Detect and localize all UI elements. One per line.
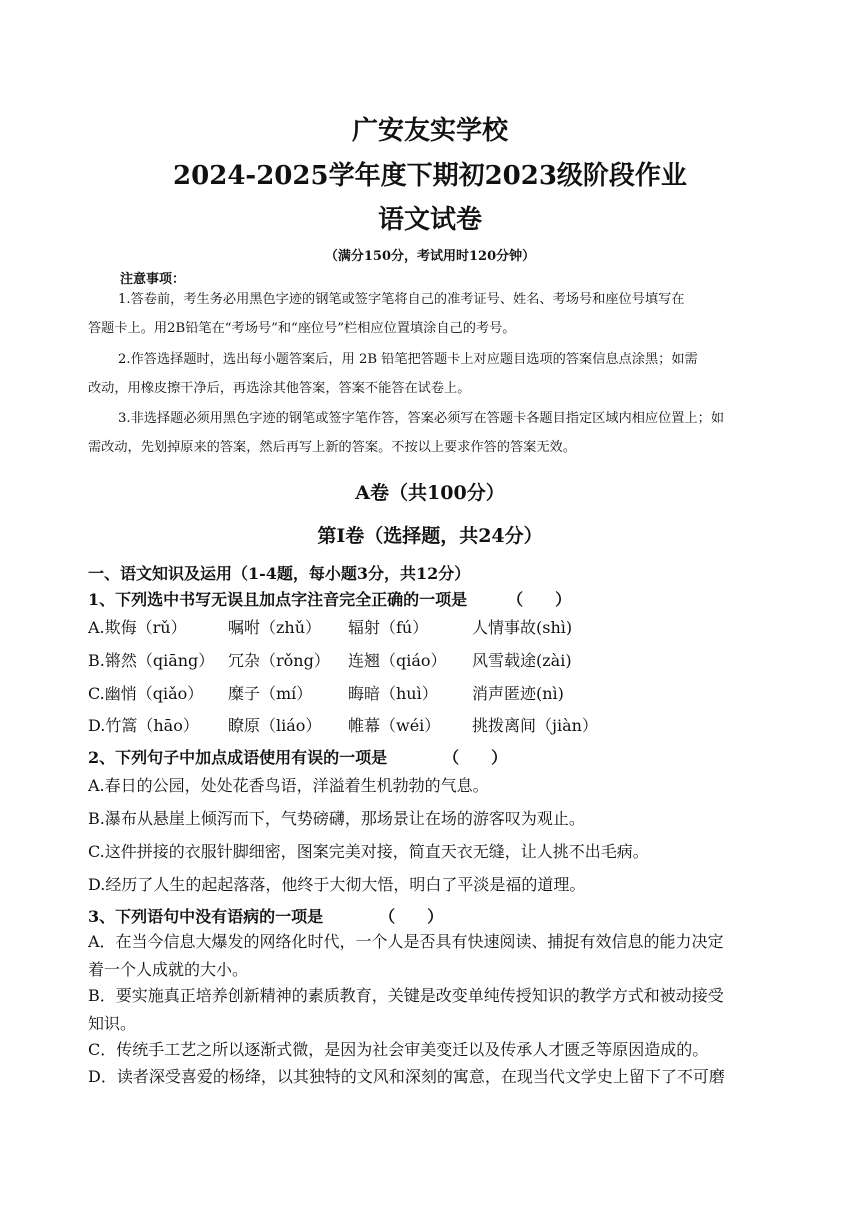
q1-option-a-word-3: 辐射（fú） (348, 618, 429, 637)
q3-option-b-line-2: 知识。 (88, 1014, 137, 1033)
q3-option-b-line-1: B．要实施真正培养创新精神的素质教育，关键是改变单纯传授知识的教学方式和被动接受 (88, 986, 724, 1005)
q1-option-a: A.欺侮（rǔ） (88, 618, 187, 637)
term-title: 2024-2025学年度下期初2023级阶段作业 (173, 161, 687, 191)
q1-option-d-word-2: 瞭原（liáo） (228, 716, 322, 735)
question-1-stem: 1、下列选中书写无误且加点字注音完全正确的一项是 （ ） (88, 590, 572, 609)
q2-option-a: A.春日的公园，处处花香鸟语，洋溢着生机勃勃的气息。 (88, 776, 489, 795)
q2-option-c: C.这件拼接的衣服针脚细密，图案完美对接，简直天衣无缝，让人挑不出毛病。 (88, 842, 649, 861)
q1-option-c-word-4: 消声匿迹(nì) (472, 684, 564, 703)
q2-option-d: D.经历了人生的起起落落，他终于大彻大悟，明白了平淡是福的道理。 (88, 875, 586, 894)
q1-option-c-word-2: 糜子（mí） (228, 684, 313, 703)
notice-item-2 (88, 345, 774, 403)
q1-option-c-word-3: 晦暗（huì） (348, 684, 438, 703)
q1-option-b: B.锵然（qiāng） (88, 651, 215, 670)
notice-item-2-line-1: 2.作答选择题时，选出每小题答案后，用 2B 铅笔把答题卡上对应题目选项的答案信息点涂黑；如需 (118, 352, 698, 367)
q1-option-a-word-4: 人情事故(shì) (472, 618, 573, 637)
q1-option-b-word-3: 连翘（qiáo） (348, 651, 447, 670)
q1-option-b-word-4: 风雪载途(zài) (472, 651, 572, 670)
question-3-stem: 3、下列语句中没有语病的一项是 （ ） (88, 907, 444, 926)
notice-item-1 (88, 285, 774, 343)
part-1-heading: 一、语文知识及运用（1-4题，每小题3分，共12分） (88, 564, 471, 583)
q3-option-a-line-1: A．在当今信息大爆发的网络化时代，一个人是否具有快速阅读、捕捉有效信息的能力决定 (88, 932, 724, 951)
q1-option-b-word-2: 冗杂（rǒng） (228, 651, 330, 670)
q1-option-c: C.幽悄（qiǎo） (88, 684, 204, 703)
notice-item-1-line-1: 1.答卷前，考生务必用黑色字迹的钢笔或签字笔将自己的准考证号、姓名、考场号和座位号填写在 (118, 292, 685, 307)
q1-option-d: D.竹篙（hāo） (88, 716, 199, 735)
q3-option-a (88, 928, 778, 984)
notice-item-3-line-2: 需改动，先划掉原来的答案，然后再写上新的答案。不按以上要求作答的答案无效。 (88, 440, 576, 455)
q1-option-a-word-2: 嘱咐（zhǔ） (228, 618, 322, 637)
q2-option-b: B.瀑布从悬崖上倾泻而下，气势磅礴，那场景让在场的游客叹为观止。 (88, 809, 585, 828)
q3-option-a-line-2: 着一个人成就的大小。 (88, 960, 249, 979)
q3-option-d-line-1: D．读者深受喜爱的杨绛，以其独特的文风和深刻的寓意，在现当代文学史上留下了不可磨 (88, 1067, 725, 1086)
q1-option-d-word-3: 帷幕（wéi） (348, 716, 441, 735)
q3-option-b (88, 982, 778, 1038)
section-a-volume: A卷（共100分） (355, 482, 505, 504)
q1-option-d-word-4: 挑拨离间（jiàn） (472, 716, 598, 735)
q3-option-c-line-1: C．传统手工艺之所以逐渐式微，是因为社会审美变迁以及传承人才匮乏等原因造成的。 (88, 1040, 709, 1059)
q3-option-c (88, 1036, 778, 1064)
notice-item-1-line-2: 答题卡上。用2B铅笔在“考场号”和“座位号”栏相应位置填涂自己的考号。 (88, 321, 516, 336)
school-title: 广安友实学校 (351, 116, 508, 146)
notice-item-3-line-1: 3.非选择题必须用黑色字迹的钢笔或签字笔作答，答案必须写在答题卡各题目指定区域内相应位置上；如 (118, 411, 725, 426)
subject-title: 语文试卷 (377, 205, 482, 235)
notice-item-2-line-2: 改动，用橡皮擦干净后，再选涂其他答案，答案不能答在试卷上。 (88, 381, 471, 396)
notice-title: 注意事项： (120, 272, 186, 287)
question-2-stem: 2、下列句子中加点成语使用有误的一项是 （ ） (88, 748, 508, 767)
q3-option-d (88, 1063, 778, 1091)
score-note: （满分150分，考试用时120分钟） (324, 249, 536, 264)
section-volume-1: 第Ⅰ卷（选择题，共24分） (317, 525, 543, 547)
notice-item-3 (88, 404, 774, 462)
